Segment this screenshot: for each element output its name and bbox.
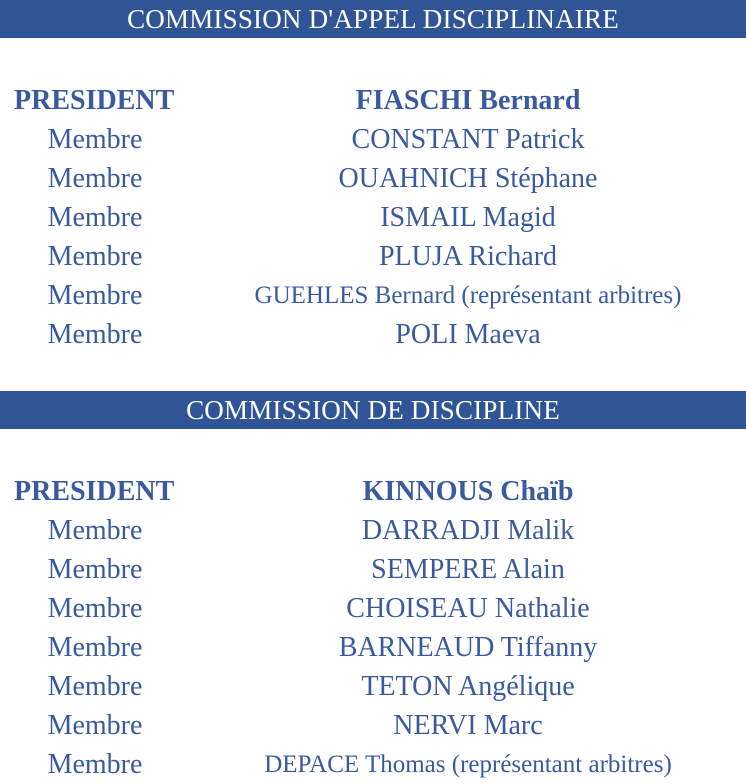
member-label: Membre <box>47 671 143 702</box>
member-name: NERVI Marc <box>393 710 543 741</box>
member-label: Membre <box>47 593 143 624</box>
member-label: Membre <box>47 241 143 272</box>
member-row <box>0 706 746 745</box>
member-label: Membre <box>47 710 143 741</box>
member-name: OUAHNICH Stéphane <box>338 163 598 194</box>
member-row <box>0 198 746 237</box>
member-name: CONSTANT Patrick <box>351 124 585 155</box>
member-label: Membre <box>47 632 143 663</box>
member-row <box>0 628 746 667</box>
member-row <box>0 237 746 276</box>
member-label: Membre <box>47 319 143 350</box>
member-name: GUEHLES Bernard (représentant arbitres) <box>254 282 682 309</box>
member-row <box>0 159 746 198</box>
member-name: CHOISEAU Nathalie <box>346 593 590 624</box>
member-name: ISMAIL Magid <box>380 202 556 233</box>
member-label: Membre <box>47 554 143 585</box>
member-name: DARRADJI Malik <box>361 515 575 546</box>
member-name: SEMPERE Alain <box>371 554 565 585</box>
president-label: PRESIDENT <box>14 476 175 507</box>
member-row <box>0 745 746 784</box>
member-name: PLUJA Richard <box>378 241 558 272</box>
section-header-discipline: COMMISSION DE DISCIPLINE <box>0 391 746 429</box>
member-label: Membre <box>47 202 143 233</box>
president-name: FIASCHI Bernard <box>355 85 581 116</box>
section-header-appel: COMMISSION D'APPEL DISCIPLINAIRE <box>0 0 746 38</box>
member-name: BARNEAUD Tiffanny <box>338 632 598 663</box>
member-name: DEPACE Thomas (représentant arbitres) <box>264 751 672 778</box>
president-row <box>0 81 746 120</box>
president-row <box>0 472 746 511</box>
president-label: PRESIDENT <box>14 85 175 116</box>
member-row <box>0 315 746 354</box>
member-row <box>0 550 746 589</box>
member-label: Membre <box>47 163 143 194</box>
member-label: Membre <box>47 749 143 780</box>
member-row <box>0 276 746 315</box>
president-name: KINNOUS Chaïb <box>362 476 574 507</box>
member-name: POLI Maeva <box>395 319 541 350</box>
member-label: Membre <box>47 280 143 311</box>
member-label: Membre <box>47 515 143 546</box>
member-row <box>0 120 746 159</box>
member-row <box>0 589 746 628</box>
member-name: TETON Angélique <box>361 671 575 702</box>
member-row <box>0 667 746 706</box>
member-label: Membre <box>47 124 143 155</box>
member-row <box>0 511 746 550</box>
